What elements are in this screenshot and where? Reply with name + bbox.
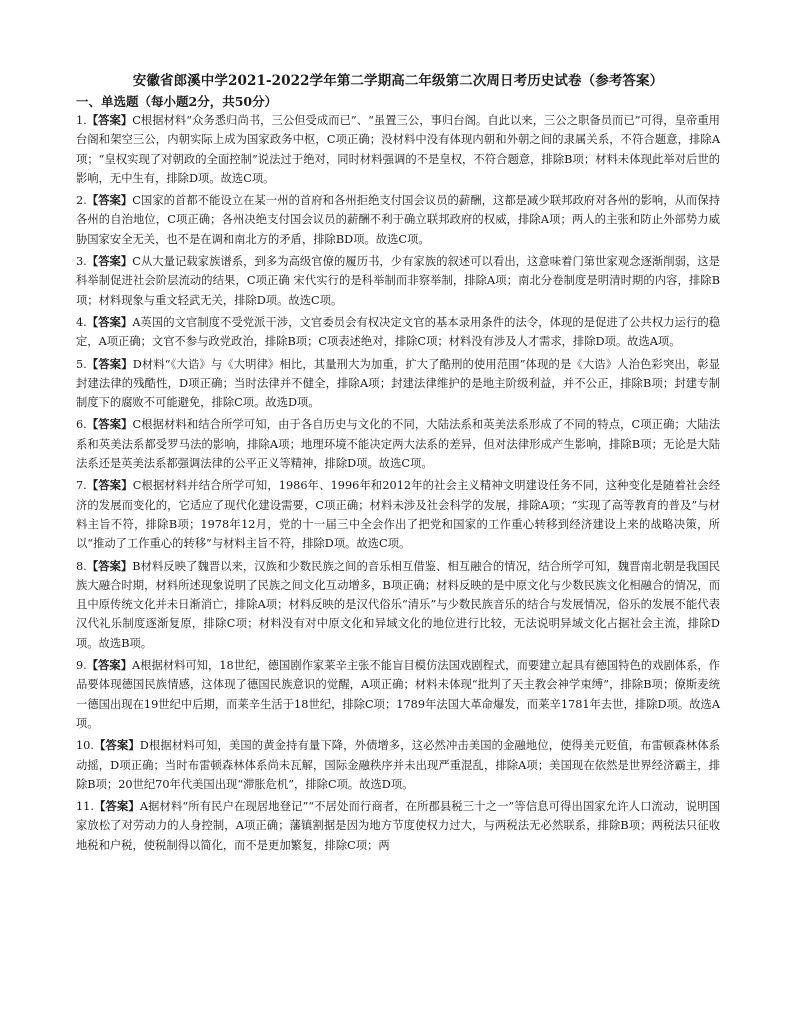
answer-tag: 【答案】 — [86, 478, 133, 493]
answer-explanation: 根据材料可知，美国的黄金持有量下降，外债增多，这必然冲击美国的金融地位，使得美元贬值，布雷顿森林体系动摇，D项正确；当时布雷顿森林体系尚未瓦解，国际金融秩序并未出现严重混乱，排除A项；美国现在依然是世界经济霸主，排除B项；20世纪70年代美国出现“滞胀危机”，排除C项。故选D项。 — [76, 739, 720, 791]
answer-document — [76, 72, 720, 858]
answer-explanation: 材料“《大诰》与《大明律》相比，其量刑大为加重，扩大了酷刑的使用范围”体现的是《大诰》人治色彩突出，彰显封建法律的残酷性，D项正确；当时法律并不健全，排除A项；封建法律维护的是地主阶级利益，并不公正，排除B项；封建专制制度下的腐败不可能避免，排除C项。故选D项。 — [76, 357, 720, 410]
answer-item — [76, 557, 720, 653]
answer-explanation: 根据材料“众务悉归尚书，三公但受成而已”、“虽置三公，事归台阁。自此以来，三公之职备员而已”可得，皇帝重用台阁和架空三公，内朝实际上成为国家政务中枢，C项正确；没材料中没有体现内朝和外朝之间的隶属关系，不符合题意，排除A项；“皇权实现了对朝政的全面控制”说法过于绝对，同时材料强调的不是皇权，不符合题意，排除B项；材料未体现此举对后世的影响，无中生有，排除D项。故选C项。 — [76, 114, 720, 185]
answer-item — [76, 656, 720, 733]
answer-explanation: 据材料“所有民户在现居地登记”“不居处而行商者，在所郡县税三十之一”等信息可得出国家允许人口流动，说明国家放松了对劳动力的人身控制，A项正确；藩镇割据是因为地方节度使权力过大，与两税法无必然联系，排除B项；两税法只征收地税和户税，使税制得以简化，而不是更加繁复，排除C项；两 — [76, 800, 720, 852]
answer-number: 5. — [76, 357, 87, 371]
answer-choice: D — [132, 357, 142, 371]
answer-choice: A — [132, 315, 141, 329]
answer-tag: 【答案】 — [86, 417, 133, 432]
answer-item — [76, 252, 720, 310]
answer-tag: 【答案】 — [86, 356, 133, 371]
answer-explanation: 英国的文官制度不受党派干涉，文官委员会有权决定文官的基本录用条件的法令，体现的是促进了公共权力运行的稳定，A项正确；文官不参与政党政治，排除B项；C项表述绝对，排除C项；材料没有涉及人才需求，排除D项。故选A项。 — [76, 315, 720, 349]
answer-tag: 【答案】 — [93, 738, 140, 753]
answer-item — [76, 111, 720, 188]
answer-explanation: 材料反映了魏晋以来，汉族和少数民族之间的音乐相互借鉴、相互融合的情况，结合所学可知，魏晋南北朝是我国民族大融合时期，材料所述现象说明了民族之间文化互动增多，B项正确；材料反映的是中原文化与少数民族文化相融合的情况，而且中原传统文化并未日渐消亡，排除A项；材料反映的是汉代俗乐“清乐”与少数民族音乐的结合与发展情况，俗乐的发展不能代表汉代礼乐制度逐渐复原，排除C项；材料没有对中原文化和异域文化的地位进行比较，无法说明异域文化占据社会主流，排除D项。故选B项。 — [76, 559, 720, 650]
answer-explanation: 从大量记载家族谱系，到多为高级官僚的履历书，少有家族的叙述可以看出，这意味着门第世家观念逐渐削弱，这是科举制促进社会阶层流动的结果，C项正确 宋代实行的是科举制而非察举制，排除A项；南北分卷制度是明清时期的内容，排除B项；材料现象与重文轻武无关，排除D项。故选C项。 — [76, 255, 720, 307]
answer-item — [76, 797, 720, 855]
answer-tag: 【答案】 — [86, 658, 133, 673]
answer-explanation: 国家的首都不能设立在某一州的首府和各州拒绝支付国会议员的薪酬，这都是减少联邦政府对各州的影响，从而保持各州的自治地位，C项正确；各州决绝支付国会议员的薪酬不利于确立联邦政府的权威，排除A项；两人的主张和防止外部势力威胁国家安全无关，也不是在调和南北方的矛盾，排除BD项。故选C项。 — [76, 194, 720, 246]
answer-number: 1. — [76, 114, 87, 127]
answer-number: 9. — [76, 659, 87, 673]
answer-explanation: 根据材料和结合所学可知，由于各自历史与文化的不同，大陆法系和英美法系形成了不同的特点，C项正确；大陆法系和英美法系都受罗马法的影响，排除A项；地理环境不能决定两大法系的差异，但对法律形成产生影响，排除B项；无论是大陆法系还是英美法系都强调法律的公平正义等精神，排除D项。故选C项。 — [76, 418, 720, 471]
answer-tag: 【答案】 — [86, 314, 133, 329]
answer-choice: A — [139, 800, 148, 814]
answer-number: 11. — [76, 800, 94, 814]
section-heading: 一、单选题（每小题2分，共50分） — [76, 94, 278, 109]
answer-number: 10. — [76, 739, 94, 753]
answer-explanation: 根据材料可知，18世纪，德国剧作家莱辛主张不能盲目模仿法国戏剧程式，而要建立起具有德国特色的戏剧体系，作品要体现德国民族情感，这体现了德国民族意识的觉醒，A项正确；材料未体现“批判了天主教会神学束缚”，排除B项；僚斯麦统一德国出现在19世纪中后期，而莱辛生活于18世纪，排除C项；1789年法国大革命爆发，而莱辛1781年去世，排除D项。故选A项。 — [76, 659, 720, 730]
answer-number: 2. — [76, 194, 87, 208]
answer-choice: A — [132, 659, 141, 673]
answer-item — [76, 355, 720, 413]
answer-tag: 【答案】 — [93, 799, 140, 814]
answer-item — [76, 191, 720, 249]
answer-item — [76, 313, 720, 352]
answer-choice: C — [132, 194, 141, 208]
document-title: 安徽省郎溪中学2021-2022学年第二学期高二年级第二次周日考历史试卷（参考答案） — [132, 73, 664, 89]
answer-item — [76, 736, 720, 794]
answer-item — [76, 476, 720, 553]
answer-choice: C — [132, 479, 142, 493]
answer-item — [76, 415, 720, 473]
answer-tag: 【答案】 — [86, 193, 133, 208]
answer-choice: C — [132, 418, 142, 432]
answer-number: 8. — [76, 559, 87, 573]
answer-choice: B — [132, 559, 141, 573]
answer-number: 4. — [76, 315, 87, 329]
answer-number: 7. — [76, 479, 87, 493]
answer-number: 6. — [76, 418, 87, 432]
answer-choice: C — [132, 255, 141, 269]
answer-tag: 【答案】 — [86, 254, 133, 269]
answer-choice: C — [132, 114, 141, 127]
answer-tag: 【答案】 — [86, 113, 133, 127]
answer-list — [76, 111, 720, 855]
answer-number: 3. — [76, 255, 87, 269]
answer-explanation: 根据材料并结合所学可知，1986年、1996年和2012年的社会主义精神文明建设任务不同，这种变化是随着社会经济的发展而变化的，它适应了现代化建设需要，C项正确；材料未涉及社会科学的发展，排除A项；“实现了高等教育的普及”与材料主旨不符，排除B项；1978年12月，党的十一届三中全会作出了把党和国家的工作重心转移到经济建设上来的战略决策，所以“推动了工作重心的转移”与材料主旨不符，排除D项。故选C项。 — [76, 479, 720, 551]
answer-tag: 【答案】 — [86, 558, 133, 573]
answer-choice: D — [139, 739, 149, 753]
